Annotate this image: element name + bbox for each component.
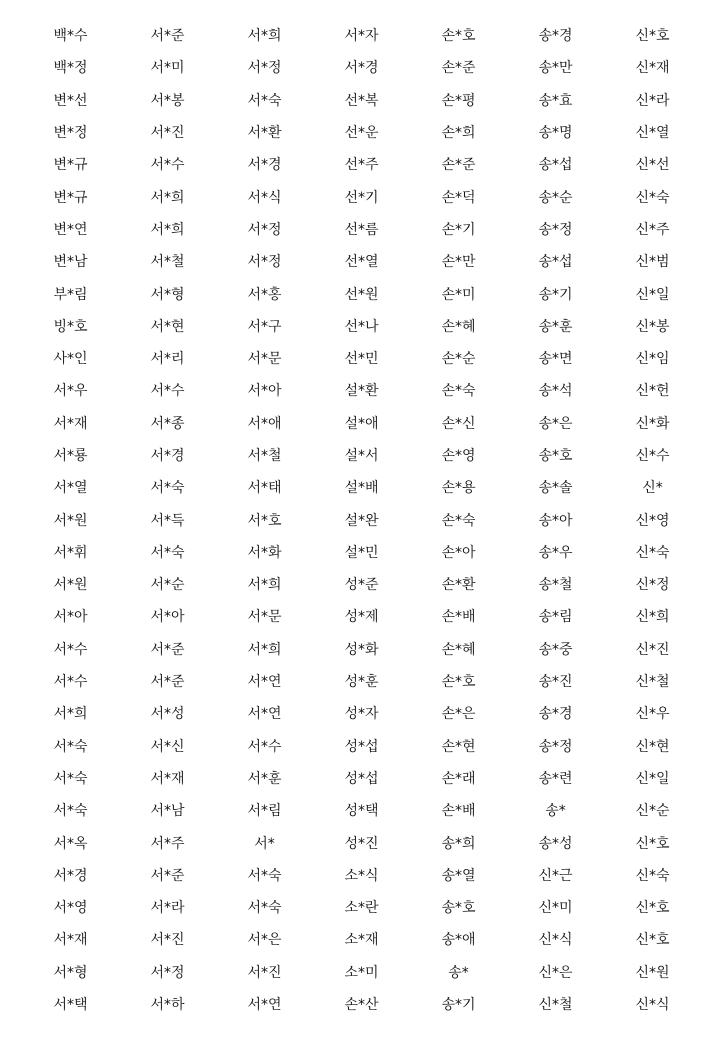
name-cell: 신*은 — [538, 964, 573, 981]
name-cell: 송*애 — [441, 932, 476, 949]
name-cell: 서*정 — [247, 221, 282, 238]
name-cell: 서*형 — [53, 964, 88, 981]
name-cell: 송*면 — [538, 351, 573, 368]
name-cell: 손*덕 — [441, 189, 476, 206]
name-cell: 손*숙 — [441, 512, 476, 529]
name-cell: 신*임 — [635, 351, 670, 368]
name-cell: 서*준 — [150, 28, 185, 45]
name-cell: 손*호 — [441, 28, 476, 45]
name-cell: 성*섭 — [344, 738, 379, 755]
name-cell: 서*현 — [150, 318, 185, 335]
name-cell: 손*준 — [441, 60, 476, 77]
name-cell: 성*자 — [344, 706, 379, 723]
name-cell: 신*영 — [635, 512, 670, 529]
name-cell: 서*원 — [53, 577, 88, 594]
name-cell: 변*연 — [53, 221, 88, 238]
name-cell: 송*효 — [538, 92, 573, 109]
name-cell: 부*림 — [53, 286, 88, 303]
name-cell: 송*섭 — [538, 157, 573, 174]
name-cell: 서*문 — [247, 609, 282, 626]
name-cell: 서*봉 — [150, 92, 185, 109]
name-cell: 신*진 — [635, 641, 670, 658]
name-cell: 송*호 — [441, 900, 476, 917]
name-cell: 서*남 — [150, 803, 185, 820]
name-cell: 서*영 — [53, 900, 88, 917]
name-cell: 신*희 — [635, 609, 670, 626]
name-cell: 설*배 — [344, 480, 379, 497]
name-cell: 신*숙 — [635, 544, 670, 561]
name-cell: 신*정 — [635, 577, 670, 594]
name-cell: 서*성 — [150, 706, 185, 723]
name-cell: 성*제 — [344, 609, 379, 626]
name-cell: 소*식 — [344, 867, 379, 884]
name-cell: 신*수 — [635, 448, 670, 464]
name-cell: 서*수 — [53, 674, 88, 691]
name-cell: 소*재 — [344, 932, 379, 949]
name-cell: 신*근 — [538, 867, 573, 884]
name-cell: 송*련 — [538, 770, 573, 787]
name-cell: 선*주 — [344, 157, 379, 174]
name-cell: 서*숙 — [53, 770, 88, 787]
name-cell: 송*성 — [538, 835, 573, 852]
name-cell: 손*혜 — [441, 318, 476, 335]
name-cell: 신*숙 — [635, 189, 670, 206]
name-cell: 송* — [448, 964, 469, 981]
name-cell: 신*헌 — [635, 383, 670, 400]
name-cell: 변*남 — [53, 254, 88, 271]
name-cell: 서*정 — [247, 60, 282, 77]
name-cell: 성*진 — [344, 835, 379, 852]
name-cell: 선*복 — [344, 92, 379, 109]
name-cell: 서*득 — [150, 512, 185, 529]
name-cell: 서*희 — [247, 28, 282, 45]
name-cell: 서*휘 — [53, 544, 88, 561]
name-cell: 선*운 — [344, 125, 379, 142]
name-cell: 서*연 — [247, 674, 282, 691]
name-cell: 서*수 — [53, 641, 88, 658]
name-cell: 신*라 — [635, 92, 670, 109]
name-cell: 서*철 — [150, 254, 185, 271]
name-cell: 송*아 — [538, 512, 573, 529]
name-cell: 서*열 — [53, 480, 88, 497]
name-cell: 송*우 — [538, 544, 573, 561]
name-cell: 손*만 — [441, 254, 476, 271]
name-cell: 서*수 — [247, 738, 282, 755]
name-cell: 서*주 — [150, 835, 185, 852]
name-cell: 송*만 — [538, 60, 573, 77]
name-cell: 서*수 — [150, 157, 185, 174]
name-cell: 서*택 — [53, 997, 88, 1014]
name-cell: 선*름 — [344, 221, 379, 238]
name-cell: 손*호 — [441, 674, 476, 691]
name-cell: 손*준 — [441, 157, 476, 174]
name-cell: 서*숙 — [53, 738, 88, 755]
name-cell: 서*준 — [150, 867, 185, 884]
name-cell: 서*식 — [247, 189, 282, 206]
name-cell: 신*철 — [635, 674, 670, 691]
name-cell: 사*인 — [53, 351, 88, 368]
name-cell: 서*경 — [150, 448, 185, 464]
name-cell: 송*정 — [538, 221, 573, 238]
name-cell: 서*준 — [150, 674, 185, 691]
name-cell: 서*구 — [247, 318, 282, 335]
name-cell: 서*경 — [53, 867, 88, 884]
name-cell: 신*화 — [635, 415, 670, 432]
name-cell: 서*재 — [53, 932, 88, 949]
name-cell: 변*규 — [53, 189, 88, 206]
name-cell: 손*신 — [441, 415, 476, 432]
name-cell: 서*룡 — [53, 448, 88, 464]
name-cell: 서*화 — [247, 544, 282, 561]
name-cell: 손*희 — [441, 125, 476, 142]
name-cell: 서*진 — [150, 125, 185, 142]
name-cell: 서*연 — [247, 706, 282, 723]
name-cell: 서*준 — [150, 641, 185, 658]
name-cell: 서*아 — [53, 609, 88, 626]
name-cell: 손*영 — [441, 448, 476, 464]
name-cell: 신*우 — [635, 706, 670, 723]
name-cell: 서*정 — [247, 254, 282, 271]
name-cell: 서*경 — [344, 60, 379, 77]
name-cell: 서*순 — [150, 577, 185, 594]
name-cell: 서*재 — [53, 415, 88, 432]
name-cell: 신* — [642, 480, 663, 497]
name-cell: 서*호 — [247, 512, 282, 529]
name-cell: 손*산 — [344, 997, 379, 1014]
name-cell: 성*훈 — [344, 674, 379, 691]
name-cell: 빙*호 — [53, 318, 88, 335]
name-cell: 신*미 — [538, 900, 573, 917]
name-cell: 성*택 — [344, 803, 379, 820]
name-cell: 손*아 — [441, 544, 476, 561]
name-cell: 송* — [545, 803, 566, 820]
name-cell: 손*숙 — [441, 383, 476, 400]
name-cell: 서*희 — [150, 189, 185, 206]
name-cell: 선*나 — [344, 318, 379, 335]
name-cell: 신*현 — [635, 738, 670, 755]
name-cell: 서*숙 — [150, 480, 185, 497]
name-cell: 손*환 — [441, 577, 476, 594]
name-cell: 서*리 — [150, 351, 185, 368]
name-cell: 선*민 — [344, 351, 379, 368]
name-cell: 서*진 — [150, 932, 185, 949]
name-grid — [22, 19, 701, 1020]
name-cell: 송*순 — [538, 189, 573, 206]
name-cell: 신*호 — [635, 900, 670, 917]
name-cell: 신*일 — [635, 286, 670, 303]
name-cell: 서*형 — [150, 286, 185, 303]
name-cell: 손*현 — [441, 738, 476, 755]
name-cell: 송*훈 — [538, 318, 573, 335]
name-cell: 손*혜 — [441, 641, 476, 658]
name-cell: 서*훈 — [247, 770, 282, 787]
name-cell: 변*정 — [53, 125, 88, 142]
name-cell: 송*열 — [441, 867, 476, 884]
name-cell: 서*수 — [150, 383, 185, 400]
name-cell: 서* — [254, 835, 275, 852]
name-cell: 신*호 — [635, 932, 670, 949]
name-cell: 송*림 — [538, 609, 573, 626]
name-cell: 서*희 — [53, 706, 88, 723]
name-cell: 송*희 — [441, 835, 476, 852]
name-cell: 서*희 — [247, 577, 282, 594]
name-cell: 송*기 — [538, 286, 573, 303]
name-cell: 서*자 — [344, 28, 379, 45]
name-cell: 신*재 — [635, 60, 670, 77]
name-cell: 서*숙 — [150, 544, 185, 561]
name-cell: 송*경 — [538, 706, 573, 723]
name-cell: 서*희 — [150, 221, 185, 238]
name-cell: 서*숙 — [247, 900, 282, 917]
name-cell: 손*평 — [441, 92, 476, 109]
name-cell: 서*우 — [53, 383, 88, 400]
name-cell: 변*선 — [53, 92, 88, 109]
name-cell: 설*완 — [344, 512, 379, 529]
name-cell: 서*종 — [150, 415, 185, 432]
name-cell: 서*애 — [247, 415, 282, 432]
name-cell: 신*철 — [538, 997, 573, 1014]
name-cell: 신*봉 — [635, 318, 670, 335]
name-cell: 신*주 — [635, 221, 670, 238]
name-cell: 송*중 — [538, 641, 573, 658]
name-cell: 서*경 — [247, 157, 282, 174]
name-cell: 송*경 — [538, 28, 573, 45]
name-cell: 손*배 — [441, 803, 476, 820]
name-cell: 송*섭 — [538, 254, 573, 271]
name-cell: 서*희 — [247, 641, 282, 658]
name-cell: 신*호 — [635, 835, 670, 852]
name-cell: 설*민 — [344, 544, 379, 561]
name-cell: 손*래 — [441, 770, 476, 787]
name-cell: 서*문 — [247, 351, 282, 368]
name-cell: 서*라 — [150, 900, 185, 917]
name-cell: 설*환 — [344, 383, 379, 400]
name-cell: 신*일 — [635, 770, 670, 787]
name-cell: 손*기 — [441, 221, 476, 238]
name-cell: 송*명 — [538, 125, 573, 142]
name-cell: 송*철 — [538, 577, 573, 594]
name-cell: 송*솔 — [538, 480, 573, 497]
name-cell: 신*식 — [538, 932, 573, 949]
name-cell: 백*수 — [53, 28, 88, 45]
name-cell: 서*재 — [150, 770, 185, 787]
name-cell: 서*은 — [247, 932, 282, 949]
name-cell: 손*배 — [441, 609, 476, 626]
name-cell: 신*범 — [635, 254, 670, 271]
name-cell: 소*란 — [344, 900, 379, 917]
name-cell: 서*옥 — [53, 835, 88, 852]
name-cell: 서*원 — [53, 512, 88, 529]
name-cell: 손*미 — [441, 286, 476, 303]
name-cell: 신*원 — [635, 964, 670, 981]
name-cell: 손*은 — [441, 706, 476, 723]
name-cell: 손*순 — [441, 351, 476, 368]
name-cell: 서*아 — [247, 383, 282, 400]
name-cell: 서*숙 — [247, 92, 282, 109]
name-cell: 서*신 — [150, 738, 185, 755]
name-cell: 손*용 — [441, 480, 476, 497]
name-cell: 서*미 — [150, 60, 185, 77]
name-cell: 서*숙 — [247, 867, 282, 884]
name-cell: 서*철 — [247, 448, 282, 464]
name-cell: 성*준 — [344, 577, 379, 594]
name-cell: 신*숙 — [635, 867, 670, 884]
name-cell: 신*호 — [635, 28, 670, 45]
name-cell: 서*아 — [150, 609, 185, 626]
name-cell: 성*섭 — [344, 770, 379, 787]
name-cell: 소*미 — [344, 964, 379, 981]
name-cell: 서*연 — [247, 997, 282, 1014]
name-cell: 신*선 — [635, 157, 670, 174]
name-cell: 송*진 — [538, 674, 573, 691]
name-cell: 서*환 — [247, 125, 282, 142]
name-cell: 신*순 — [635, 803, 670, 820]
name-cell: 서*하 — [150, 997, 185, 1014]
name-cell: 송*은 — [538, 415, 573, 432]
name-cell: 서*태 — [247, 480, 282, 497]
name-cell: 서*정 — [150, 964, 185, 981]
name-cell: 신*식 — [635, 997, 670, 1014]
name-cell: 서*숙 — [53, 803, 88, 820]
name-cell: 설*서 — [344, 448, 379, 464]
name-cell: 설*애 — [344, 415, 379, 432]
name-cell: 송*정 — [538, 738, 573, 755]
name-cell: 서*림 — [247, 803, 282, 820]
name-cell: 선*열 — [344, 254, 379, 271]
name-cell: 서*홍 — [247, 286, 282, 303]
name-cell: 선*기 — [344, 189, 379, 206]
name-cell: 신*열 — [635, 125, 670, 142]
name-cell: 송*호 — [538, 448, 573, 464]
name-cell: 서*진 — [247, 964, 282, 981]
name-cell: 변*규 — [53, 157, 88, 174]
name-cell: 선*원 — [344, 286, 379, 303]
name-cell: 송*기 — [441, 997, 476, 1014]
name-cell: 송*석 — [538, 383, 573, 400]
name-cell: 성*화 — [344, 641, 379, 658]
name-cell: 백*정 — [53, 60, 88, 77]
